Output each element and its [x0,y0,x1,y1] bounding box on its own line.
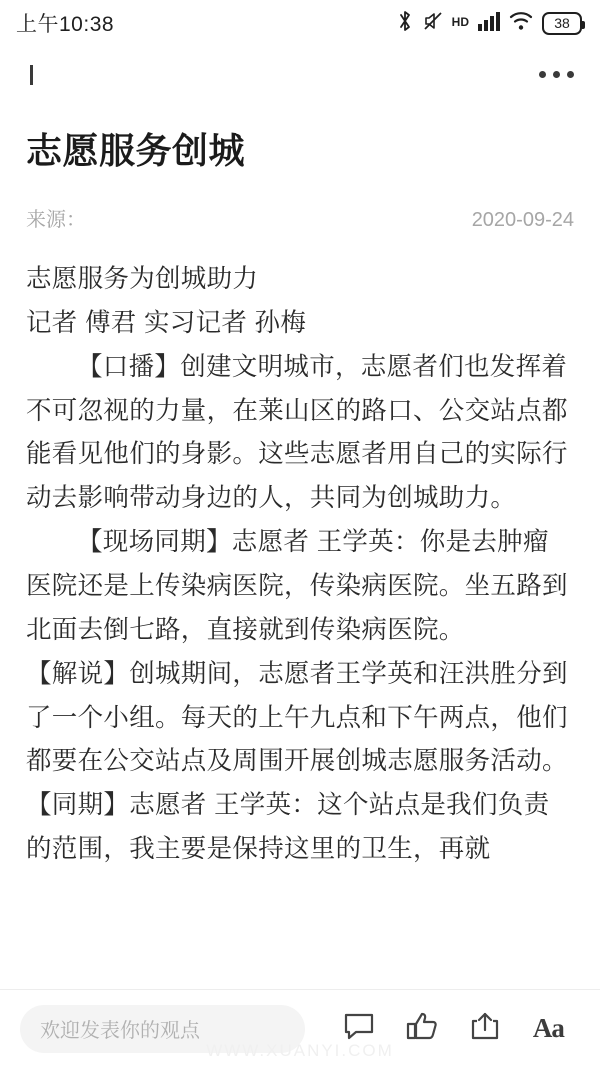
article-body [26,258,574,872]
article-paragraph: 【解说】创城期间，志愿者王学英和汪洪胜分到了一个小组。每天的上午九点和下午两点，他们都要在公交站点及周围开展创城志愿服务活动。 [26,659,568,776]
article-paragraph: 志愿服务为创城助力 [26,265,259,293]
bluetooth-icon [396,9,414,38]
back-button[interactable] [30,65,33,83]
share-icon [469,1011,501,1046]
bottom-toolbar [0,989,600,1067]
article-meta [26,203,574,232]
article-paragraph: 【口播】创建文明城市，志愿者们也发挥着不可忽视的力量，在莱山区的路口、公交站点都能看见他们的身影。这些志愿者用自己的实际行动去影响带动身边的人，共同为创城助力。 [26,352,568,513]
font-size-icon: Aa [532,1013,564,1043]
comment-button[interactable] [339,1009,379,1049]
hd-icon: HD [451,15,469,29]
wifi-icon [509,11,533,36]
signal-icon [478,11,500,36]
toolbar-actions [321,1009,580,1049]
page-title: 志愿服务创城 [26,130,246,171]
comment-placeholder: 欢迎发表你的观点 [40,1020,200,1042]
status-bar [0,0,600,46]
mute-icon [423,10,443,37]
thumbs-up-icon [406,1011,438,1046]
status-icons [396,9,582,38]
publish-date: 2020-09-24 [471,209,574,231]
article-paragraph: 【现场同期】志愿者 王学英：你是去肿瘤医院还是上传染病医院，传染病医院。坐五路到北面去倒七路，直接就到传染病医院。 [26,528,568,644]
more-options-icon [567,71,574,78]
share-button[interactable] [465,1009,505,1049]
article-paragraph: 记者 傅君 实习记者 孙梅 [26,308,307,337]
comment-input[interactable] [20,1005,305,1053]
status-time: 上午10:38 [16,13,115,36]
more-options-icon [539,71,546,78]
watermark: WWW.XUANYI.COM [206,1041,394,1060]
article-paragraph: 【同期】志愿者 王学英：这个站点是我们负责的范围，我主要是保持这里的卫生，再就 [26,791,550,864]
battery-indicator: 38 [542,12,582,35]
more-options-button[interactable] [539,71,574,78]
nav-bar [0,46,600,102]
like-button[interactable] [402,1009,442,1049]
source-label: 来源： [26,209,86,231]
back-chevron-icon [30,65,33,85]
more-options-icon [553,71,560,78]
font-size-button[interactable] [528,1009,568,1049]
article-content[interactable] [0,102,600,989]
comment-icon [343,1011,375,1046]
